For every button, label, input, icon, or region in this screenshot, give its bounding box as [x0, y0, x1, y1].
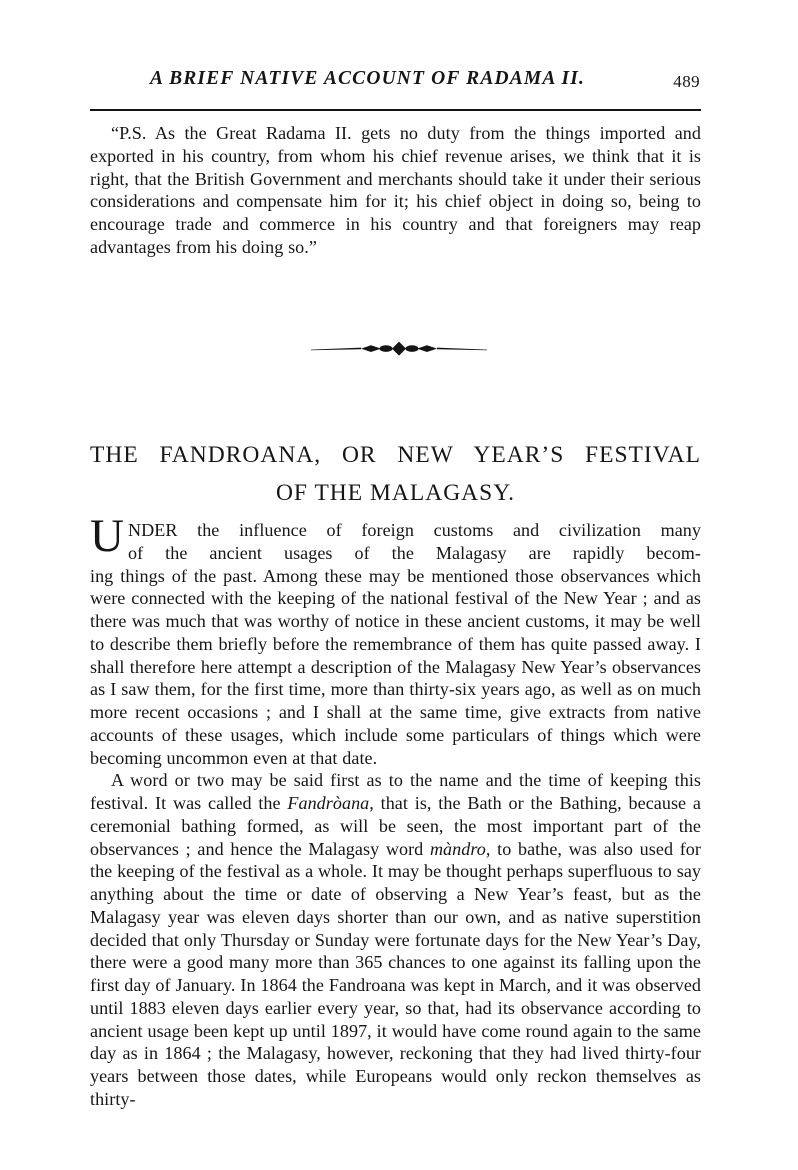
opening-line-1: NDER the influence of foreign customs and civilization many — [128, 520, 701, 540]
header-rule — [90, 109, 701, 111]
running-head — [90, 68, 700, 98]
opening-line-2: of the ancient usages of the Malagasy are rapidly becom- — [128, 542, 701, 563]
running-head-title: A BRIEF NATIVE ACCOUNT OF RADAMA II. — [150, 68, 585, 89]
para2-text-a: A word or two may be said first as to the name and the time of keeping this festival. It was called the — [90, 770, 701, 813]
section-title-line-1: THE FANDROANA, OR NEW YEAR’S FESTIVAL — [90, 442, 701, 468]
typographic-ornament-icon — [309, 338, 489, 360]
postscript-block — [90, 122, 701, 259]
term-mandro: màndro — [429, 838, 486, 859]
para2-text-b: , that is, the Bath or the Bathing, because a ceremonial bathing formed, as will be seen, the most important part of the observances ; and hence the Malagasy word — [90, 793, 701, 859]
para2-text-c: , to bathe, was also used for the keeping of the festival as a whole. It may be thought perhaps superfluous to say anything about the time or date of observing a New Year’s feast, but as the Malagasy year was eleven days shorter than our own, and as native superstition decided that only Thursday or Sunday were fortunate days for the New Year’s Day, there were a good many more than 365 chances to one against its falling upon the first day of January. In 1864 the Fandroana was kept in March, and it was observed until 1883 eleven days earlier every year, so that, had its observance according to ancient usage been kept up until 1897, it would have come round again to the same day as in 1864 ; the Malagasy, however, reckoning that they had lived thirty-four years between those dates, while Europeans would only reckon themselves as thirty- — [90, 838, 701, 1109]
paragraph-fandroana — [90, 769, 701, 1110]
ornament-divider — [0, 338, 798, 360]
page-number: 489 — [673, 72, 700, 91]
section-title — [90, 436, 701, 512]
drop-cap: U — [90, 510, 124, 562]
opening-paragraph-remainder: ing things of the past. Among these may be mentioned those observances which were connected with the keeping of the national festival of the New Year ; and as there was much that was worthy of notice in these ancient customs, it may be well to describe them briefly before the remembrance of them has quite passed away. I shall therefore here attempt a description of the Malagasy New Year’s observances as I saw them, for the first time, more than thirty-six years ago, as well as on much more recent occasions ; and I shall at the same time, give extracts from native accounts of these usages, which include some particulars of things which were becoming uncommon even at that date. — [90, 565, 701, 768]
postscript-paragraph: “P.S. As the Great Radama II. gets no duty from the things imported and exported in his country, from whom his chief revenue arises, we think that it is right, that the British Government and merchants should take it under their serious considerations and compensate him for it; his chief object in doing so, being to encourage trade and commerce in his country and that foreigners may reap advantages from his doing so.” — [90, 123, 701, 257]
opening-paragraph-block — [90, 510, 701, 1111]
term-fandroana: Fandròana — [287, 793, 370, 813]
section-title-line-2: OF THE MALAGASY. — [275, 480, 516, 506]
